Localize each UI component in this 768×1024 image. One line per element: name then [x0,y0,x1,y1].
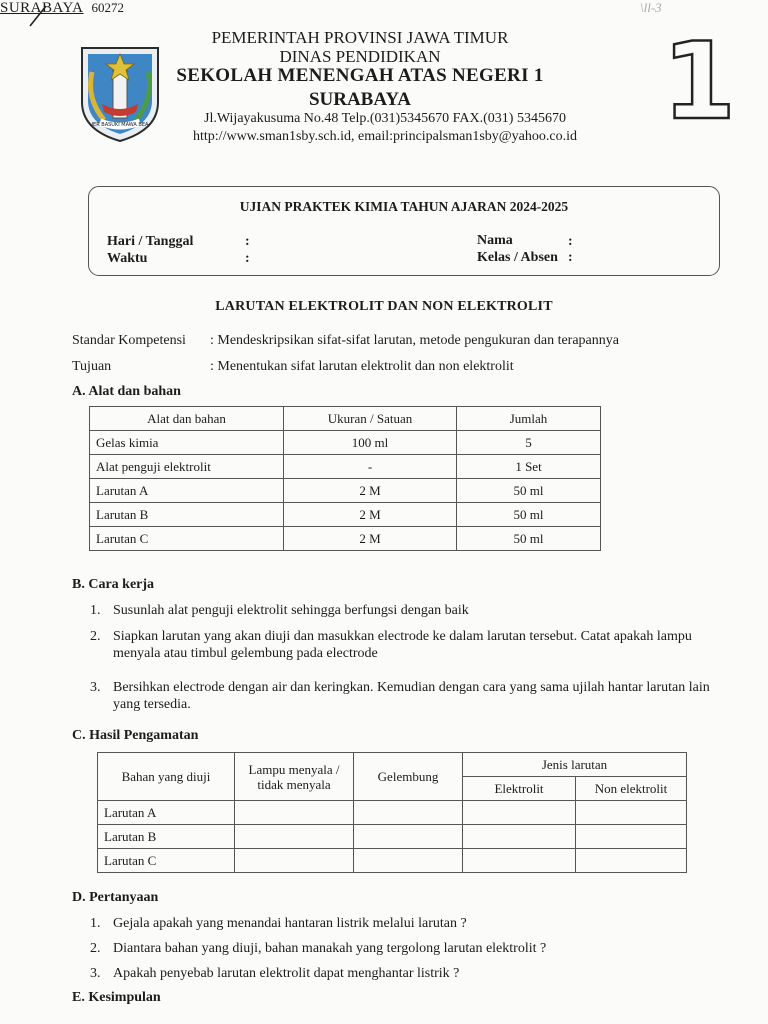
document-title: LARUTAN ELEKTROLIT DAN NON ELEKTROLIT [215,299,553,314]
school-website-email: http://www.sman1sby.sch.id, email:principalsman1sby@yahoo.co.id [193,129,577,144]
header-cell: Lampu menyala / tidak menyala [235,753,354,801]
list-number: 2. [90,629,101,644]
department-name: DINAS PENDIDIKAN [279,47,441,66]
day-date-label: Hari / Tanggal [107,234,194,249]
table-cell: 50 ml [457,479,601,503]
table-cell: Larutan C [98,849,235,873]
table-cell: Larutan B [90,503,284,527]
table-cell: Gelas kimia [90,431,284,455]
objective-label: Tujuan [72,359,112,374]
header-cell: Bahan yang diuji [98,753,235,801]
table-cell: 1 Set [457,455,601,479]
list-number: 3. [90,680,101,695]
empty-cell [235,801,354,825]
table-cell: Larutan B [98,825,235,849]
list-number: 1. [90,916,101,931]
exam-title: UJIAN PRAKTEK KIMIA TAHUN AJARAN 2024-2025 [239,199,569,214]
city-name: SURABAYA [0,0,84,16]
empty-cell [463,825,576,849]
competency-label: Standar Kompetensi [72,333,186,348]
school-address: Jl.Wijayakusuma No.48 Telp.(031)5345670 FAX.(031) 5345670 [204,111,566,126]
empty-cell [463,801,576,825]
list-text: Susunlah alat penguji elektrolit sehingga berfungsi dengan baik [113,603,469,618]
materials-table [89,406,601,551]
empty-cell [354,825,463,849]
corner-handwritten-note: \ll-3 [640,0,662,15]
empty-cell [354,801,463,825]
table-cell: Alat penguji elektrolit [90,455,284,479]
name-colon: : [568,234,573,249]
header-cell: Jenis larutan [463,753,687,777]
section-d-heading: D. Pertanyaan [72,890,159,905]
section-b-heading: B. Cara kerja [72,577,155,592]
header-cell: Jumlah [457,407,601,431]
empty-cell [576,801,687,825]
table-row [90,527,601,551]
header-cell: Elektrolit [463,777,576,801]
objective-value: : Menentukan sifat larutan elektrolit dan non elektrolit [210,359,514,374]
table-row [98,801,687,825]
table-row [98,849,687,873]
table-cell: 2 M [284,503,457,527]
list-text: Apakah penyebab larutan elektrolit dapat menghantar listrik ? [113,966,460,981]
table-cell: 100 ml [284,431,457,455]
time-colon: : [245,251,250,266]
postal-code: 60272 [91,0,124,15]
empty-cell [235,849,354,873]
table-cell: 2 M [284,479,457,503]
table-row [90,479,601,503]
empty-cell [576,825,687,849]
list-text: Siapkan larutan yang akan diuji dan masukkan electrode ke dalam larutan tersebut. Catat apakah lampu menyala atau timbul gelembung pada electrode [113,629,692,661]
school-city: SURABAYA [308,89,412,110]
list-text: Bersihkan electrode dengan air dan keringkan. Kemudian dengan cara yang sama ujilah hantar larutan lain yang tersedia. [113,680,710,712]
header-cell: Non elektrolit [576,777,687,801]
empty-cell [354,849,463,873]
section-a-heading: A. Alat dan bahan [72,384,181,399]
list-text: Gejala apakah yang menandai hantaran listrik melalui larutan ? [113,916,467,931]
table-row [90,503,601,527]
section-e-heading: E. Kesimpulan [72,990,161,1005]
list-number: 1. [90,603,101,618]
list-number: 3. [90,966,101,981]
table-row [98,825,687,849]
table-row [90,431,601,455]
table-cell: - [284,455,457,479]
class-absence-colon: : [568,250,573,265]
time-label: Waktu [107,251,148,266]
header-cell: Ukuran / Satuan [284,407,457,431]
day-date-colon: : [245,234,250,249]
competency-value: : Mendeskripsikan sifat-sifat larutan, metode pengukuran dan terapannya [210,333,619,348]
table-cell: 5 [457,431,601,455]
logo-motto: JER BASUKI MAWA BEA [91,122,149,128]
name-label: Nama [477,233,513,248]
table-cell: 50 ml [457,527,601,551]
class-absence-label: Kelas / Absen [477,250,558,265]
header-cell: Gelembung [354,753,463,801]
table-header-row [90,407,601,431]
list-number: 2. [90,941,101,956]
observation-table [97,752,687,873]
section-c-heading: C. Hasil Pengamatan [72,728,199,743]
empty-cell [576,849,687,873]
header-cell: Alat dan bahan [90,407,284,431]
page-number: 1 [662,20,736,143]
school-name: SEKOLAH MENENGAH ATAS NEGERI 1 [176,65,544,86]
table-cell: Larutan A [90,479,284,503]
table-row [90,455,601,479]
table-cell: Larutan A [98,801,235,825]
government-name: PEMERINTAH PROVINSI JAWA TIMUR [211,28,509,47]
pen-stroke-mark [12,2,52,30]
list-text: Diantara bahan yang diuji, bahan manakah yang tergolong larutan elektrolit ? [113,941,547,956]
empty-cell [463,849,576,873]
table-header-row [98,753,687,777]
empty-cell [235,825,354,849]
table-cell: 2 M [284,527,457,551]
table-cell: 50 ml [457,503,601,527]
table-cell: Larutan C [90,527,284,551]
